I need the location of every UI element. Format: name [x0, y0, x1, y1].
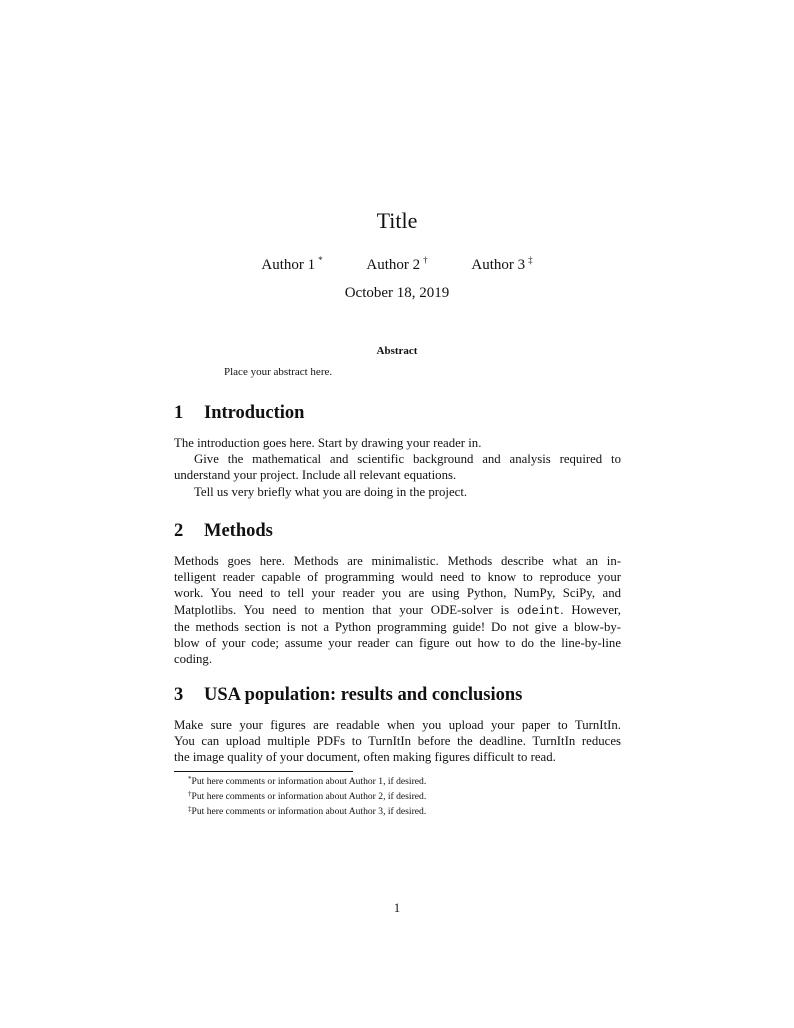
section-introduction	[174, 401, 621, 500]
section-title: Methods	[204, 521, 273, 541]
text-line: You can upload multiple PDFs to TurnItIn before the deadline. TurnItIn reduces	[174, 734, 621, 749]
text-line: coding.	[174, 652, 213, 667]
text-line: The introduction goes here. Start by drawing your reader in.	[174, 436, 482, 450]
author-name: Author 3	[471, 257, 526, 273]
footnote-mark: *	[188, 775, 192, 783]
section-heading	[174, 401, 621, 425]
paper-date: October 18, 2019	[344, 285, 450, 301]
section-title: Introduction	[204, 403, 305, 423]
abstract-text: Place your abstract here.	[224, 366, 333, 378]
footnote-text: Put here comments or information about Author 2, if desired.	[191, 791, 427, 803]
abstract-heading: Abstract	[376, 345, 418, 357]
paragraph	[174, 553, 621, 667]
text-line: Give the mathematical and scientific background and analysis required to	[194, 452, 621, 467]
text-line: Tell us very briefly what you are doing in the project.	[194, 484, 468, 499]
section-methods	[174, 519, 621, 667]
text-segment: Matplotlibs. You need to mention that your ODE-solver is	[174, 602, 510, 617]
text-line: telligent reader capable of programming would need to know to reproduce your	[174, 570, 621, 585]
author-1	[261, 250, 322, 275]
footnote-mark: ‡	[188, 805, 192, 814]
footnote-text: Put here comments or information about Author 3, if desired.	[191, 806, 427, 818]
paragraph	[174, 717, 621, 766]
footnote-mark: *	[318, 255, 323, 265]
author-name: Author 2	[366, 257, 421, 273]
section-title: USA population: results and conclusions	[204, 685, 523, 705]
paragraph	[174, 435, 621, 451]
section-number: 3	[174, 685, 184, 705]
section-number: 2	[174, 521, 184, 541]
footnote-3	[188, 803, 628, 818]
code-odeint: odeint	[517, 603, 561, 618]
text-segment: . However,	[560, 602, 621, 617]
text-line: blow of your code; assume your reader can figure out how to do the line-by-line	[174, 636, 621, 651]
footnote-mark: ‡	[528, 255, 533, 265]
text-line: understand your project. Include all relevant equations.	[174, 468, 457, 483]
text-line	[174, 602, 621, 619]
footnote-mark: †	[188, 790, 192, 799]
text-line: Methods goes here. Methods are minimalistic. Methods describe what an in-	[174, 554, 621, 568]
section-number: 1	[174, 403, 184, 423]
text-line: Make sure your figures are readable when you upload your paper to TurnItIn.	[174, 718, 621, 732]
text-line: the image quality of your document, often making figures difficult to read.	[174, 750, 556, 765]
section-results	[174, 683, 621, 766]
author-name: Author 1	[261, 257, 316, 273]
text-line: the methods section is not a Python programming guide! Do not give a blow-by-	[174, 619, 621, 634]
footnote-divider	[174, 771, 353, 772]
footnote-1	[188, 773, 628, 788]
paper-title: Title	[376, 208, 418, 233]
paragraph	[174, 484, 621, 500]
author-list	[0, 250, 794, 275]
section-heading	[174, 683, 621, 707]
paragraph	[174, 451, 621, 483]
footnote-text: Put here comments or information about Author 1, if desired.	[191, 776, 427, 787]
section-heading	[174, 519, 621, 543]
author-3	[471, 250, 532, 275]
footnote-mark: †	[423, 255, 428, 265]
page-number: 1	[393, 901, 401, 915]
footnotes	[188, 773, 628, 819]
author-2	[366, 250, 427, 275]
footnote-2	[188, 788, 628, 803]
text-line: work. You need to tell your reader you are using Python, NumPy, SciPy, and	[174, 586, 621, 601]
